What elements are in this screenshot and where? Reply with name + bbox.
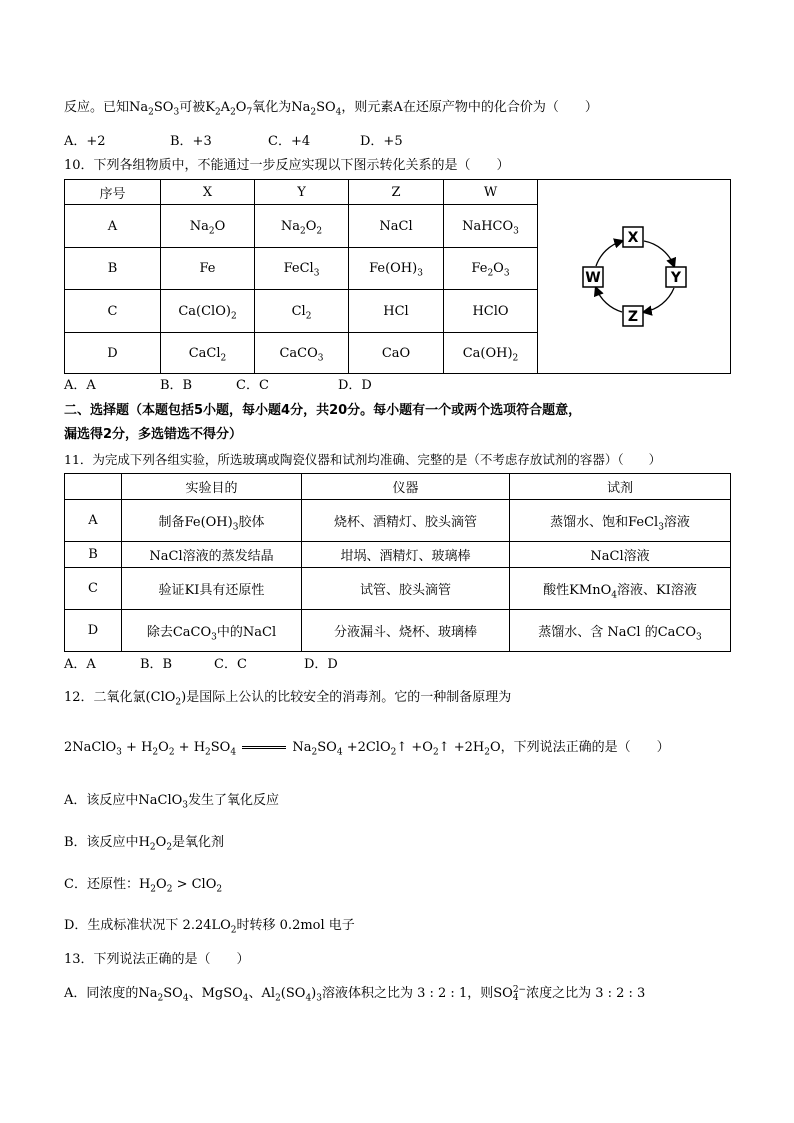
q11-row-d: D 除去CaCO$_3$中的NaCl 分液漏斗、烧杯、玻璃棒 蒸馏水、含 NaCl 的CaCO$_3$ bbox=[65, 610, 731, 652]
cycle-diagram bbox=[538, 182, 728, 372]
q11-option-b[interactable]: B．B bbox=[140, 657, 173, 672]
q11-row-b: B NaCl溶液的蒸发结晶 坩埚、酒精灯、玻璃棒 NaCl溶液 bbox=[65, 542, 731, 568]
q11-header-reagent: 试剂 bbox=[510, 474, 731, 500]
q11-row-c: C 验证KI具有还原性 试管、胶头滴管 酸性KMnO$_4$溶液、KI溶液 bbox=[65, 568, 731, 610]
q13-option-a[interactable]: A．同浓度的$Na_2SO_4$、MgSO$_4$、$Al_2(SO_4)_3$溶液体积之比为 3 : 2 : 1，则SO 2− 4 浓度之比为 3 : 2 : 3 bbox=[64, 984, 646, 1004]
arc-z-w bbox=[596, 288, 622, 312]
arc-y-z bbox=[644, 288, 674, 312]
q12-option-a[interactable]: A．该反应中NaClO$_3$发生了氧化反应 bbox=[64, 793, 280, 811]
q10-diagram-cell bbox=[538, 180, 731, 374]
q12-option-c[interactable]: C．还原性：$H_2O_2 > ClO_2$ bbox=[64, 877, 223, 895]
section2-heading-line1: 二、选择题（本题包括5小题，每小题4分，共20分。每小题有一个或两个选项符合题意， bbox=[64, 403, 582, 418]
q9-option-d[interactable]: D．+5 bbox=[360, 134, 403, 149]
q11-options bbox=[64, 655, 338, 675]
q10-option-d[interactable]: D．D bbox=[338, 378, 372, 393]
q11-option-a[interactable]: A．A bbox=[64, 657, 96, 672]
q10-row-d: D CaCl$_2$ CaCO$_3$ CaO $Ca(OH)_2$ bbox=[65, 333, 731, 374]
q12-stem: 12．二氧化氯(ClO$_2$)是国际上公认的比较安全的消毒剂。它的一种制备原理为 bbox=[64, 690, 512, 708]
q10-header-x: X bbox=[161, 180, 255, 205]
q12-equation: 2NaClO$_3$ + $H_2O_2 + H_2SO_4$ $Na_2SO_4$ +2ClO$_2$↑ $+O_2↑ +2H_2O$，下列说法正确的是（ ） bbox=[64, 740, 670, 758]
q10-options bbox=[64, 376, 372, 396]
node-z: Z bbox=[627, 308, 639, 325]
q10-header-y: Y bbox=[255, 180, 349, 205]
q11-stem: 11．为完成下列各组实验，所选玻璃或陶瓷仪器和试剂均准确、完整的是（不考虑存放试剂的容器）（ ） bbox=[64, 452, 662, 467]
q10-row-c: C $Ca(ClO)_2$ $Cl_2$ HCl HClO bbox=[65, 290, 731, 333]
node-y: Y bbox=[670, 269, 682, 286]
q10-header-w: W bbox=[444, 180, 538, 205]
section2-heading-line2: 漏选得2分，多选错选不得分） bbox=[64, 427, 243, 442]
q12-option-d[interactable]: D．生成标准状况下 $2.24LO_2$时转移 0.2mol 电子 bbox=[64, 918, 355, 936]
node-x: X bbox=[627, 229, 639, 246]
node-w: W bbox=[585, 269, 601, 286]
q10-option-a[interactable]: A．A bbox=[64, 378, 96, 393]
q11-header-apparatus: 仪器 bbox=[302, 474, 510, 500]
q11-table bbox=[64, 473, 731, 652]
q10-option-c[interactable]: C．C bbox=[236, 378, 269, 393]
q9-line: 反应。已知$Na_2SO_3$可被$K_2A_2O_7$氧化为$Na_2SO_4$，则元素A在还原产物中的化合价为（ ） bbox=[64, 100, 598, 118]
q9-option-a[interactable]: A．+2 bbox=[64, 134, 106, 149]
q9-options bbox=[64, 132, 403, 152]
q10-option-b[interactable]: B．B bbox=[160, 378, 193, 393]
q10-header-id: 序号 bbox=[65, 180, 161, 205]
q11-option-c[interactable]: C．C bbox=[214, 657, 247, 672]
q9-option-b[interactable]: B．+3 bbox=[170, 134, 212, 149]
arc-x-y bbox=[644, 241, 674, 266]
q10-row-a: A $Na_2O$ $Na_2O_2$ NaCl NaHCO$_3$ bbox=[65, 205, 731, 248]
equals-sign bbox=[242, 746, 286, 749]
q11-option-d[interactable]: D．D bbox=[304, 657, 338, 672]
q12-option-b[interactable]: B．该反应中$H_2O_2$是氧化剂 bbox=[64, 835, 225, 853]
q9-option-c[interactable]: C．+4 bbox=[268, 134, 311, 149]
q10-header-z: Z bbox=[349, 180, 444, 205]
arc-w-x bbox=[596, 241, 622, 266]
q10-stem: 10．下列各组物质中，不能通过一步反应实现以下图示转化关系的是（ ） bbox=[64, 158, 510, 173]
q13-stem: 13．下列说法正确的是（ ） bbox=[64, 952, 250, 967]
q10-table bbox=[64, 179, 731, 374]
q11-row-a: A 制备$Fe(OH)_3$胶体 烧杯、酒精灯、胶头滴管 蒸馏水、饱和FeCl$_3$溶液 bbox=[65, 500, 731, 542]
q11-header-purpose: 实验目的 bbox=[122, 474, 302, 500]
q10-row-b: B Fe FeCl$_3$ $Fe(OH)_3$ $Fe_2O_3$ bbox=[65, 248, 731, 290]
